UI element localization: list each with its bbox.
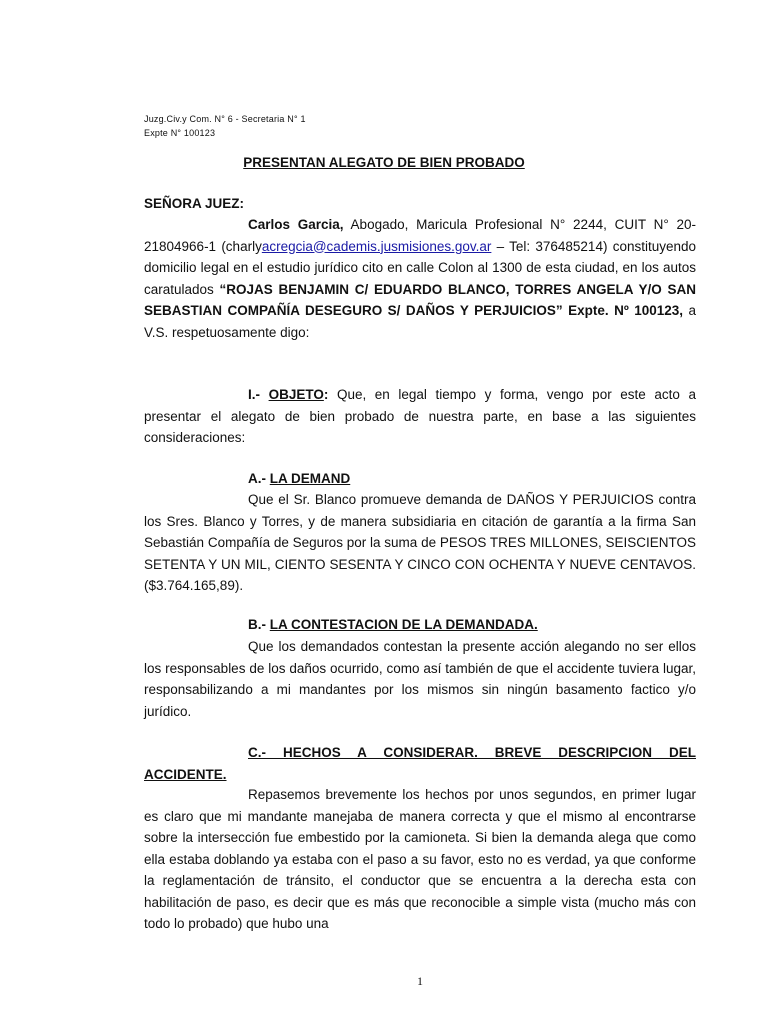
- page-number: 1: [417, 974, 423, 988]
- section-b-label: LA CONTESTACION DE LA DEMANDADA.: [269, 617, 538, 632]
- intro-text-2: – Tel: 376485214) constituyendo domicilio legal en el estudio jurídico cito en calle Colon al 1300 de esta ciudad, en los autos caratulados: [144, 238, 697, 297]
- objeto-number: I.-: [248, 387, 269, 402]
- section-c-text: Repasemos brevemente los hechos por unos segundos, en primer lugar es claro que mi mandante manejaba de manera correcta y que el mismo al encontrarse sobre la intersección fue embestido por la camioneta. Si bien la demanda alega que como ella estaba doblando ya estaba con el paso a su favor, esto no es verdad, ya que conforme la reglamentación de tránsito, el conductor que se encuentra a la derecha esta con habilitación de paso, es decir que es más que reconocible a simple vista (mucho más con todo lo probado) que hubo una: [144, 787, 696, 931]
- objeto-paragraph: [144, 384, 696, 449]
- section-a-label: LA DEMAND: [269, 471, 351, 486]
- case-caption: “ROJAS BENJAMIN C/ EDUARDO BLANCO, TORRES ANGELA Y/O SAN SEBASTIAN COMPAÑÍA DESEGURO S/ DAÑOS Y PERJUICIOS” Expte. Nº 100123,: [144, 281, 697, 318]
- objeto-text: Que, en legal tiempo y forma, vengo por este acto a presentar el alegato de bien probado de nuestra parte, en base a las siguientes consideraciones:: [144, 387, 696, 445]
- objeto-label: OBJETO: [268, 387, 324, 402]
- intro-paragraph: [144, 214, 696, 343]
- court-header: Juzg.Civ.y Com. N° 6 - Secretaria N° 1: [144, 114, 306, 124]
- objeto-colon: :: [323, 387, 329, 402]
- intro-text-1: Abogado, Maricula Profesional N° 2244, CUIT N° 20-21804966-1 (charly: [144, 217, 696, 254]
- section-a-number: A.-: [248, 471, 270, 486]
- intro-text-3: a V.S. respetuosamente digo:: [144, 303, 696, 340]
- lawyer-name: Carlos Garcia,: [248, 217, 344, 232]
- salutation: SEÑORA JUEZ:: [144, 196, 245, 211]
- section-b-text: Que los demandados contestan la presente acción alegando no ser ellos los responsables de los daños ocurrido, como así también de que el accidente tuviera lugar, responsabilizando a mi mandantes por los mismos sin ningún basamento factico y/o jurídico.: [144, 639, 696, 719]
- section-b-number: B.-: [248, 617, 270, 632]
- document-title: PRESENTAN ALEGATO DE BIEN PROBADO: [243, 155, 525, 170]
- section-a-heading: [248, 471, 350, 486]
- section-c-heading: C.- HECHOS A CONSIDERAR. BREVE DESCRIPCION DEL ACCIDENTE.: [144, 745, 696, 782]
- section-b-heading: [248, 617, 538, 632]
- section-a-text: Que el Sr. Blanco promueve demanda de DAÑOS Y PERJUICIOS contra los Sres. Blanco y Torres, y de manera subsidiaria en citación de garantía a la firma San Sebastián Compañía de Seguros por la suma de PESOS TRES MILLONES, SEISCIENTOS SETENTA Y UN MIL, CIENTO SESENTA Y CINCO CON OCHENTA Y NUEVE CENTAVOS. ($3.764.165,89).: [144, 492, 696, 593]
- email-link[interactable]: acregcia@cademis.jusmisiones.gov.ar: [261, 238, 492, 254]
- file-number: Expte N° 100123: [144, 128, 216, 138]
